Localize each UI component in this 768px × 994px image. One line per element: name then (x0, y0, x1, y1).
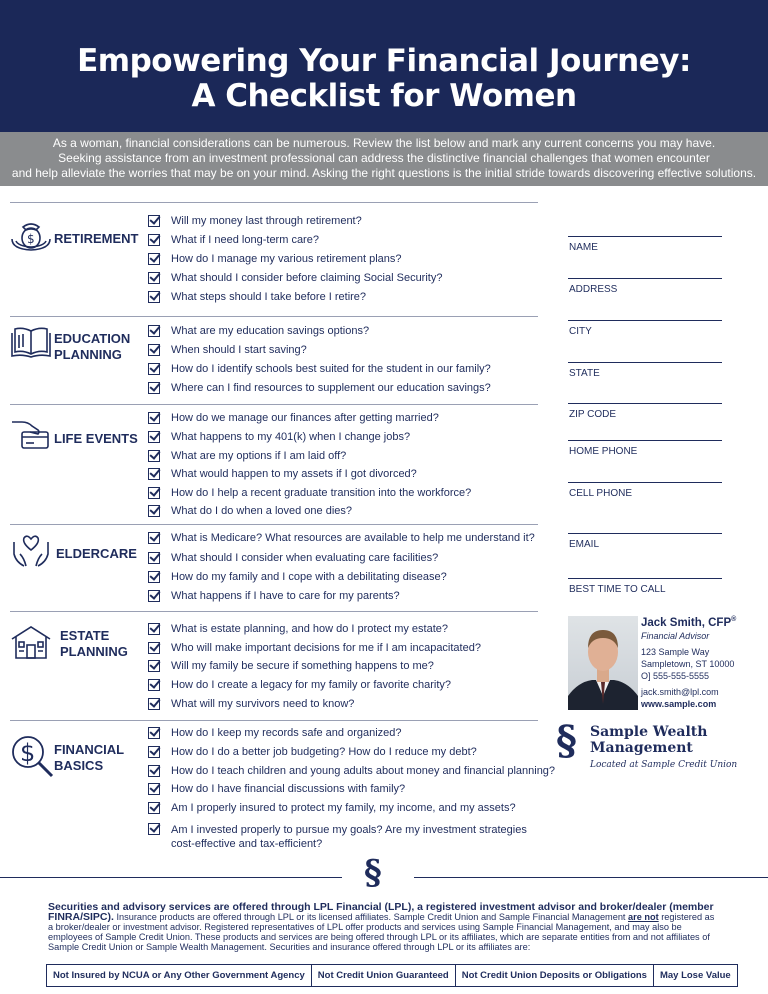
checkbox-checked-icon[interactable] (148, 698, 160, 710)
category-label: ELDERCARE (56, 546, 137, 561)
page-header (0, 0, 768, 132)
advisor-phone: O] 555-555-5555 (641, 671, 710, 681)
svg-text:$: $ (27, 232, 35, 246)
advisor-title: Financial Advisor (641, 631, 710, 641)
checkbox-checked-icon[interactable] (148, 783, 160, 795)
advisor-address-line2: Sampletown, ST 10000 (641, 659, 735, 669)
checkbox-checked-icon[interactable] (148, 363, 160, 375)
advisor-photo (568, 616, 638, 710)
hand-card-icon (10, 416, 52, 452)
footer-logo-icon: § (364, 853, 382, 893)
advisor-website[interactable]: www.sample.com (641, 699, 717, 709)
zip-code-field[interactable]: ZIP CODE (568, 403, 722, 404)
money-bag-icon (10, 219, 52, 255)
best-time-field[interactable]: BEST TIME TO CALL (568, 578, 722, 579)
checkbox-checked-icon[interactable] (148, 532, 160, 544)
checkbox-checked-icon[interactable] (148, 431, 160, 443)
category-label: FINANCIAL BASICS (54, 742, 125, 773)
checkbox-checked-icon[interactable] (148, 590, 160, 602)
page-title (0, 0, 768, 114)
category-label: EDUCATION PLANNING (54, 331, 131, 362)
checkbox-checked-icon[interactable] (148, 727, 160, 739)
disclosure-item: Not Insured by NCUA or Any Other Government Agency (47, 965, 312, 986)
dollar-magnifier-icon (10, 734, 52, 780)
checkbox-checked-icon[interactable] (148, 468, 160, 480)
disclosure-table (46, 964, 738, 987)
disclosure-item: Not Credit Union Deposits or Obligations (456, 965, 654, 986)
category-label: LIFE EVENTS (54, 431, 138, 446)
home-phone-field[interactable]: HOME PHONE (568, 440, 722, 441)
checkbox-checked-icon[interactable] (148, 215, 160, 227)
footer-divider (414, 877, 768, 878)
state-field[interactable]: STATE (568, 362, 722, 363)
divider (10, 404, 538, 405)
email-field[interactable]: EMAIL (568, 533, 722, 534)
checkbox-checked-icon[interactable] (148, 571, 160, 583)
divider (10, 720, 538, 721)
divider (10, 524, 538, 525)
checkbox-checked-icon[interactable] (148, 234, 160, 246)
checkbox-checked-icon[interactable] (148, 552, 160, 564)
footer-disclaimer: Securities and advisory services are offered through LPL Financial (LPL), a registered investment advisor and broker/dealer (member FINRA/SIPC). Insurance products are offered through LPL or its licensed affiliates. Sample Credit Union and Sample Financial Management are not registered as a broker/dealer or investment advisor. Registered representatives of LPL offer products and services using Sample Financial Management, and may also be employees of Sample Credit Union. These products and services are being offered through LPL or its affiliates, which are separate entities from and not affiliates of Sample Credit Union or Sample Wealth Management. Securities and insurance offered through LPL or its affiliates are: (48, 901, 715, 952)
category-label: ESTATE PLANNING (60, 628, 128, 659)
svg-text:$: $ (20, 739, 36, 767)
title-line-2: A Checklist for Women (191, 78, 577, 114)
checkbox-checked-icon[interactable] (148, 642, 160, 654)
category-label: RETIREMENT (54, 231, 139, 246)
intro-text (0, 132, 768, 186)
checkbox-checked-icon[interactable] (148, 291, 160, 303)
checkbox-checked-icon[interactable] (148, 412, 160, 424)
intro-line: As a woman, financial considerations can be numerous. Review the list below and mark any current concerns you may have. (52, 136, 716, 150)
advisor-name: Jack Smith, CFP® (641, 616, 737, 629)
divider (10, 202, 538, 203)
divider (10, 316, 538, 317)
checkbox-checked-icon[interactable] (148, 679, 160, 691)
checkbox-checked-icon[interactable] (148, 450, 160, 462)
advisor-address-line1: 123 Sample Way (641, 647, 710, 657)
checkbox-checked-icon[interactable] (148, 253, 160, 265)
disclosure-item: May Lose Value (659, 970, 731, 981)
checkbox-checked-icon[interactable] (148, 623, 160, 635)
checkbox-checked-icon[interactable] (148, 660, 160, 672)
book-icon (10, 325, 52, 361)
name-field[interactable]: NAME (568, 236, 722, 237)
advisor-email[interactable]: jack.smith@lpl.com (641, 687, 719, 697)
address-field[interactable]: ADDRESS (568, 278, 722, 279)
checkbox-checked-icon[interactable] (148, 505, 160, 517)
disclosure-item: Not Credit Union Guaranteed (312, 965, 456, 986)
footer-divider (0, 877, 342, 878)
checkbox-checked-icon[interactable] (148, 802, 160, 814)
hands-heart-icon (10, 532, 52, 568)
checkbox-checked-icon[interactable] (148, 344, 160, 356)
house-icon (10, 625, 52, 661)
city-field[interactable]: CITY (568, 320, 722, 321)
checkbox-checked-icon[interactable] (148, 382, 160, 394)
checkbox-checked-icon[interactable] (148, 765, 160, 777)
intro-line: Seeking assistance from an investment professional can address the distinctive financial challenges that women encounter (58, 151, 710, 165)
checkbox-checked-icon[interactable] (148, 487, 160, 499)
checkbox-checked-icon[interactable] (148, 746, 160, 758)
checkbox-checked-icon[interactable] (148, 272, 160, 284)
intro-line: and help alleviate the worries that may be on your mind. Asking the right questions is the initial stride towards discovering effective solutions. (11, 166, 757, 180)
cell-phone-field[interactable]: CELL PHONE (568, 482, 722, 483)
title-line-1: Empowering Your Financial Journey: (77, 43, 691, 79)
checkbox-checked-icon[interactable] (148, 823, 160, 835)
brand-tagline: Located at Sample Credit Union (590, 760, 738, 770)
brand-name: Sample Wealth Management (590, 724, 708, 756)
divider (10, 611, 538, 612)
brand-logo-icon: § (556, 717, 577, 764)
checkbox-checked-icon[interactable] (148, 325, 160, 337)
